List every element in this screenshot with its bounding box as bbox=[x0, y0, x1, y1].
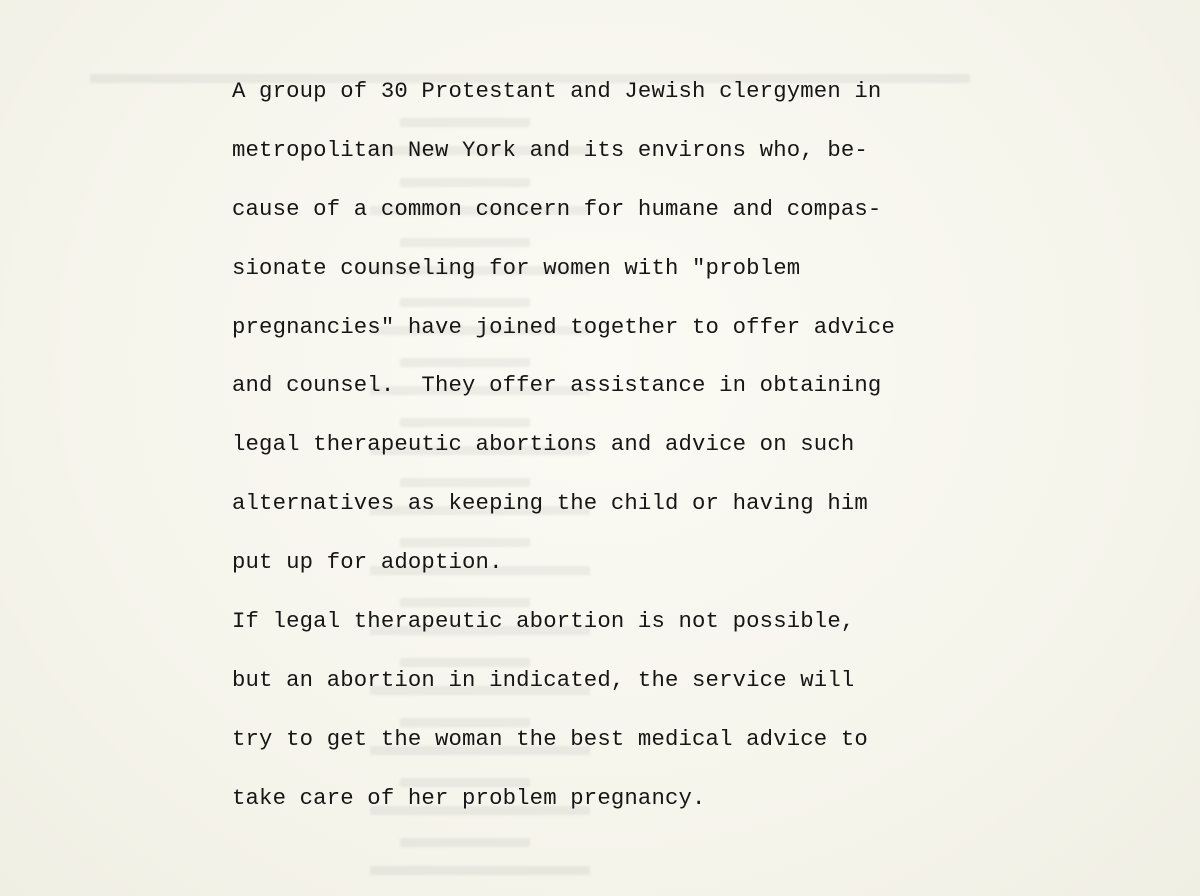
text-line: try to get the woman the best medical advice to bbox=[232, 725, 868, 752]
text-line: sionate counseling for women with "problem bbox=[232, 254, 801, 281]
text-line: and counsel. They offer assistance in obtaining bbox=[232, 372, 882, 399]
text-line: take care of her problem pregnancy. bbox=[232, 784, 706, 811]
text-line: put up for adoption. bbox=[232, 549, 503, 576]
text-line: alternatives as keeping the child or having him bbox=[232, 490, 868, 517]
typed-paragraph bbox=[232, 72, 1032, 838]
text-line: A group of 30 Protestant and Jewish clergymen in bbox=[232, 78, 882, 104]
text-line: legal therapeutic abortions and advice on such bbox=[232, 431, 855, 458]
text-line: metropolitan New York and its environs who, be- bbox=[232, 136, 868, 163]
text-line: cause of a common concern for humane and compas- bbox=[232, 195, 882, 222]
text-line: If legal therapeutic abortion is not possible, bbox=[232, 608, 855, 635]
text-line: but an abortion in indicated, the service will bbox=[232, 666, 855, 693]
text-line: pregnancies" have joined together to offer advice bbox=[232, 313, 895, 340]
